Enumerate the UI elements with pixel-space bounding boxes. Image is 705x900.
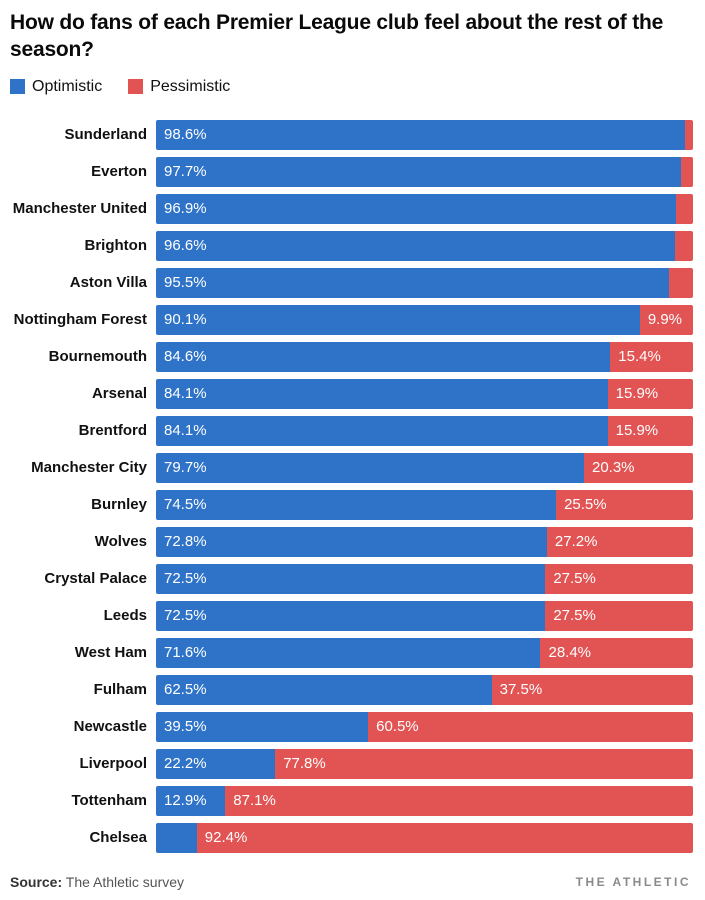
club-label: Aston Villa [69, 274, 147, 292]
club-label: Fulham [93, 681, 147, 699]
club-label: West Ham [74, 644, 147, 662]
pessimistic-bar-segment [556, 490, 693, 520]
optimistic-value-label: 39.5% [164, 718, 207, 736]
chart-row [10, 564, 693, 594]
pessimistic-bar-segment [492, 675, 693, 705]
club-label: Everton [91, 163, 147, 181]
optimistic-value-label: 22.2% [164, 755, 207, 773]
chart-row [10, 675, 693, 705]
pessimistic-value-label: 20.3% [591, 459, 635, 477]
pessimistic-value-label: 27.2% [554, 533, 598, 551]
pessimistic-value-label: 27.5% [553, 570, 596, 588]
source-label: Source: [10, 873, 63, 890]
club-label: Burnley [91, 496, 147, 514]
optimistic-bar-segment [156, 416, 608, 446]
pessimistic-value-label: 15.9% [615, 385, 659, 403]
chart-row [10, 786, 693, 816]
optimistic-bar-segment [156, 786, 225, 816]
pessimistic-value-label: 15.4% [618, 348, 661, 366]
stacked-bar [156, 601, 693, 631]
pessimistic-bar-segment [608, 416, 693, 446]
chart-legend [10, 78, 693, 96]
optimistic-value-label: 72.5% [164, 607, 207, 625]
chart-row [10, 823, 693, 853]
stacked-bar [156, 120, 693, 150]
chart-row [10, 342, 693, 372]
optimistic-value-label: 95.5% [164, 274, 207, 292]
the-athletic-logo: THE ATHLETIC [575, 874, 691, 889]
optimistic-value-label: 96.9% [164, 200, 207, 218]
chart-row [10, 379, 693, 409]
optimistic-value-label: 71.6% [164, 644, 207, 662]
stacked-bar [156, 157, 693, 187]
optimistic-value-label: 84.1% [164, 385, 207, 403]
pessimistic-bar-segment [669, 268, 693, 298]
pessimistic-value-label: 60.5% [376, 718, 419, 736]
source-text: The Athletic survey [65, 873, 185, 890]
stacked-bar [156, 564, 693, 594]
chart-footer [10, 874, 693, 890]
pessimistic-value-label: 9.9% [647, 311, 683, 329]
chart-row [10, 638, 693, 668]
source-note [10, 874, 184, 890]
optimistic-bar-segment [156, 675, 492, 705]
optimistic-bar-segment [156, 601, 545, 631]
stacked-bar [156, 712, 693, 742]
stacked-bar [156, 527, 693, 557]
optimistic-bar-segment [156, 194, 676, 224]
legend-label-pessimistic: Pessimistic [150, 77, 231, 95]
club-label: Sunderland [64, 126, 147, 144]
optimistic-bar-segment [156, 527, 547, 557]
chart-row [10, 305, 693, 335]
optimistic-value-label: 74.5% [164, 496, 207, 514]
stacked-bar [156, 379, 693, 409]
chart-row [10, 416, 693, 446]
stacked-bar [156, 305, 693, 335]
stacked-bar [156, 638, 693, 668]
club-label: Chelsea [89, 829, 147, 847]
optimistic-bar-segment [156, 157, 681, 187]
stacked-bar [156, 823, 693, 853]
pessimistic-bar-segment [545, 564, 693, 594]
stacked-bar [156, 749, 693, 779]
optimistic-bar-segment [156, 305, 640, 335]
optimistic-value-label: 72.8% [164, 533, 207, 551]
optimistic-value-label: 62.5% [164, 681, 207, 699]
pessimistic-bar-segment [547, 527, 693, 557]
chart-row [10, 268, 693, 298]
stacked-bar [156, 231, 693, 261]
pessimistic-bar-segment [685, 120, 693, 150]
optimistic-swatch-icon [10, 79, 25, 94]
pessimistic-bar-segment [368, 712, 693, 742]
optimistic-bar-segment [156, 231, 675, 261]
optimistic-bar-segment [156, 712, 368, 742]
pessimistic-value-label: 25.5% [564, 496, 607, 514]
club-label: Newcastle [73, 718, 147, 736]
legend-label-optimistic: Optimistic [32, 77, 103, 95]
pessimistic-value-label: 15.9% [615, 422, 659, 440]
optimistic-value-label: 84.1% [164, 422, 207, 440]
stacked-bar [156, 416, 693, 446]
optimistic-bar-segment [156, 379, 608, 409]
stacked-bar [156, 194, 693, 224]
pessimistic-bar-segment [197, 823, 693, 853]
pessimistic-value-label: 92.4% [204, 829, 248, 847]
club-label: Arsenal [91, 385, 147, 403]
pessimistic-bar-segment [275, 749, 693, 779]
optimistic-value-label: 72.5% [164, 570, 207, 588]
optimistic-bar-segment [156, 749, 275, 779]
club-label: Tottenham [71, 792, 147, 810]
optimistic-bar-segment [156, 564, 545, 594]
stacked-bar [156, 268, 693, 298]
chart-row [10, 453, 693, 483]
optimistic-value-label: 97.7% [164, 163, 207, 181]
club-label: Liverpool [79, 755, 147, 773]
chart-row [10, 120, 693, 150]
pessimistic-value-label: 28.4% [548, 644, 592, 662]
pessimistic-bar-segment [584, 453, 693, 483]
pessimistic-bar-segment [675, 231, 693, 261]
legend-item-optimistic [10, 78, 102, 96]
optimistic-bar-segment [156, 268, 669, 298]
optimistic-bar-segment [156, 638, 540, 668]
pessimistic-value-label: 87.1% [233, 792, 276, 810]
club-label: Leeds [103, 607, 147, 625]
pessimistic-swatch-icon [128, 79, 143, 94]
chart-row [10, 194, 693, 224]
stacked-bar [156, 342, 693, 372]
optimistic-value-label: 84.6% [164, 348, 207, 366]
chart-row [10, 231, 693, 261]
chart-row [10, 712, 693, 742]
pessimistic-bar-segment [608, 379, 693, 409]
legend-item-pessimistic [128, 78, 230, 96]
optimistic-bar-segment [156, 823, 197, 853]
pessimistic-bar-segment [640, 305, 693, 335]
chart-row [10, 749, 693, 779]
pessimistic-value-label: 77.8% [283, 755, 326, 773]
stacked-bar [156, 453, 693, 483]
pessimistic-bar-segment [540, 638, 693, 668]
optimistic-bar-segment [156, 120, 685, 150]
chart-title: How do fans of each Premier League club feel about the rest of the season? [10, 11, 664, 61]
pessimistic-bar-segment [676, 194, 693, 224]
stacked-bar [156, 675, 693, 705]
stacked-bar [156, 490, 693, 520]
pessimistic-bar-segment [681, 157, 693, 187]
pessimistic-bar-segment [610, 342, 693, 372]
club-label: Bournemouth [48, 348, 147, 366]
chart-row [10, 601, 693, 631]
club-label: Wolves [94, 533, 147, 551]
club-label: Manchester United [12, 200, 147, 218]
club-label: Brighton [84, 237, 147, 255]
pessimistic-value-label: 27.5% [553, 607, 596, 625]
optimistic-value-label: 96.6% [164, 237, 207, 255]
club-label: Crystal Palace [44, 570, 147, 588]
club-label: Nottingham Forest [13, 311, 147, 329]
optimistic-value-label: 98.6% [164, 126, 207, 144]
stacked-bar-chart [10, 120, 693, 860]
optimistic-value-label: 12.9% [164, 792, 207, 810]
optimistic-bar-segment [156, 342, 610, 372]
pessimistic-bar-segment [225, 786, 693, 816]
optimistic-value-label: 90.1% [164, 311, 207, 329]
pessimistic-bar-segment [545, 601, 693, 631]
optimistic-value-label: 79.7% [164, 459, 207, 477]
stacked-bar [156, 786, 693, 816]
pessimistic-value-label: 37.5% [499, 681, 543, 699]
club-label: Brentford [78, 422, 147, 440]
club-label: Manchester City [31, 459, 147, 477]
chart-row [10, 490, 693, 520]
optimistic-bar-segment [156, 453, 584, 483]
chart-row [10, 157, 693, 187]
chart-row [10, 527, 693, 557]
optimistic-bar-segment [156, 490, 556, 520]
